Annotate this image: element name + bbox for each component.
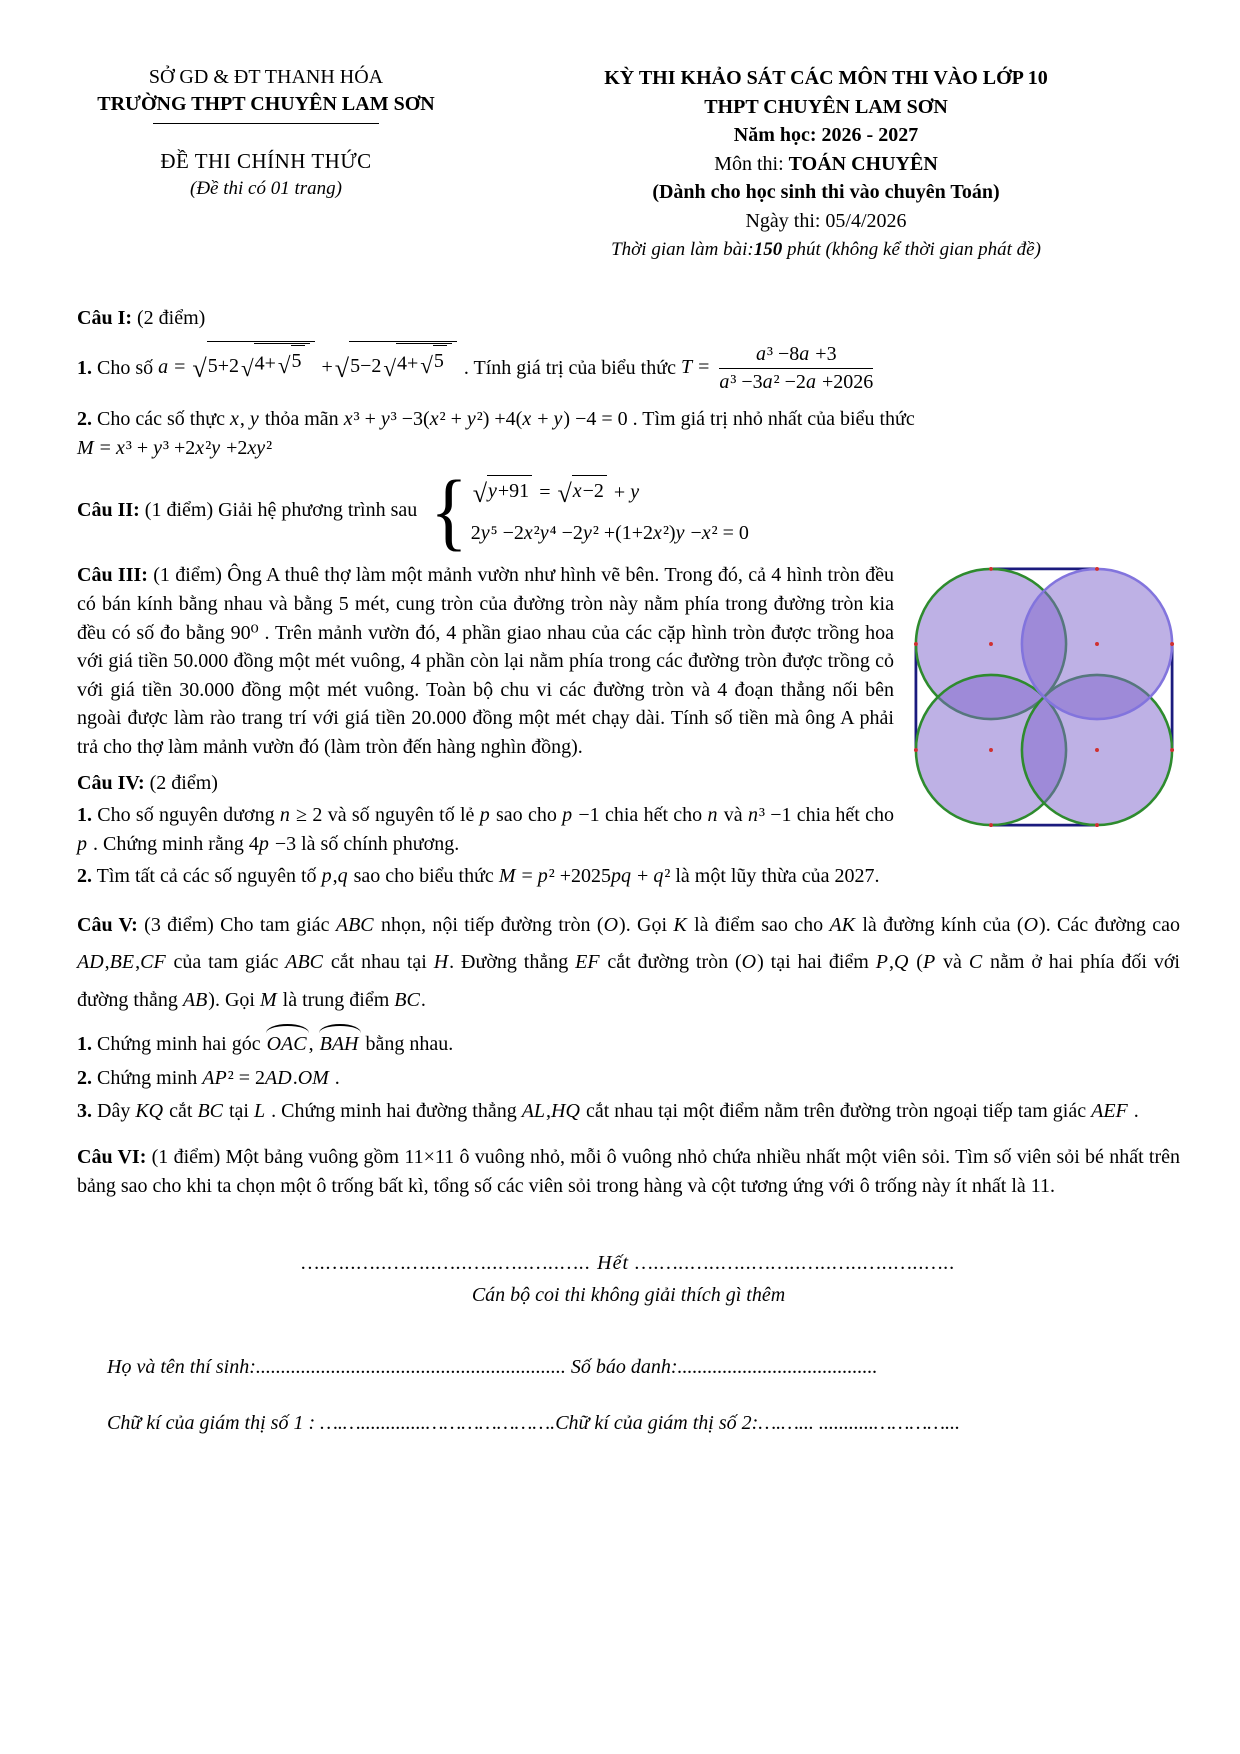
math-segment: M = x³ + y³ +2x²y +2xy² [77, 436, 273, 459]
math-segment: (O) [596, 913, 626, 936]
text-segment: . Chứng minh rằng [88, 832, 249, 855]
math-segment: p [77, 832, 87, 855]
math-segment: p [479, 804, 490, 827]
center-dot [989, 642, 993, 646]
text-segment: là điểm sao cho [687, 913, 830, 936]
text-segment: tại [224, 1099, 254, 1122]
text-segment: bằng nhau. [360, 1032, 454, 1055]
math-segment: a = √ 5+2 √ 4+ √ 5 + √ 5−2 √ 4+ √ 5 [158, 356, 459, 378]
center-dot [1095, 748, 1099, 752]
math-segment: ABC [335, 913, 374, 936]
subject-name: TOÁN CHUYÊN [788, 152, 938, 175]
header-right [474, 64, 1178, 264]
text-segment: ô vuông nhỏ, mỗi ô vuông nhỏ chứa nhiều nhất một viên sỏi. Tìm số viên sỏi bé nhất trên bảng sao cho khi ta chọn một ô trống bất kì, tổng số các viên sỏi trong hàng và cột tương ứng với ô trống này ít nhất là 11. [77, 1146, 1181, 1197]
text-segment: ). Gọi [208, 989, 260, 1012]
header-left [58, 64, 474, 264]
math-segment: n³ −1 [747, 804, 792, 827]
department-name: SỞ GD & ĐT THANH HÓA [148, 66, 384, 88]
text-segment: . Đường thẳng [449, 951, 576, 974]
problem-1-item-1 [77, 341, 1180, 396]
text-segment: Câu V: [77, 913, 138, 936]
text-segment: cắt đường tròn [600, 951, 735, 974]
text-segment: 2. [77, 408, 92, 431]
math-segment: P [922, 951, 936, 974]
equation: 2y⁵ −2x²y⁴ −2y² +(1+2x²)y −x² = 0 [470, 521, 749, 544]
text-segment: . Tìm giá trị nhỏ nhất của biểu thức [627, 408, 915, 431]
math-segment: p −1 [562, 804, 600, 827]
tangent-dot [914, 642, 918, 646]
math-segment: T = $\frac{\text{a³ −8a +3}}{\text{a³ −3a² −2a +2026}}$ [680, 343, 874, 394]
text-segment: Câu II: [77, 498, 140, 521]
text-segment: . Trên mảnh vườn đó, 4 phần giao nhau của các cặp hình tròn được trồng hoa với giá tiền 50.000 đồng một mét vuông, 4 phần còn lại nằm phía trong các đường tròn được trồng cỏ với giá tiền 30.000 đồng một mét vuông. Toàn bộ chu vi các đường tròn và 4 đoạn thẳng nối bên ngoài được làm rào trang trí với giá tiền 20.000 đồng một mét chạy dài. Tính số tiền mà ông A phải trả cho thợ làm mảnh vườn đó (làm tròn đến hàng nghìn đồng). [77, 621, 894, 758]
text-segment: nhọn, nội tiếp đường tròn [374, 913, 597, 936]
text-segment: Cho các số thực [92, 408, 231, 431]
text-segment: (1 điểm) Giải hệ phương trình sau [139, 498, 423, 521]
math-segment: AB [182, 989, 208, 1012]
text-segment: sao cho [490, 804, 563, 827]
math-segment: H [433, 951, 449, 974]
proctor2-signature-label: Chữ kí của giám thị số 2: [555, 1411, 759, 1434]
problem-4-item-2 [77, 862, 1180, 891]
text-segment: chia hết cho [599, 804, 708, 827]
text-segment: (2 điểm) [144, 772, 218, 795]
problem-2 [77, 461, 1180, 559]
text-segment: . [1128, 1099, 1139, 1122]
duration-value: 150 [753, 238, 783, 260]
page-header [0, 0, 1240, 264]
math-segment: EF [575, 951, 600, 974]
text-segment: Câu III: [77, 564, 148, 587]
math-segment: M = p² +2025pq + q² [498, 865, 671, 888]
school-name: TRƯỜNG THPT CHUYÊN LAM SƠN [97, 93, 435, 115]
text-segment: 2. [77, 865, 92, 888]
problem-5-item-1 [77, 1028, 1180, 1059]
pages-note: (Đề thi có 01 trang) [190, 178, 342, 200]
text-segment: Cho số nguyên dương [92, 804, 280, 827]
garden-figure [910, 563, 1178, 831]
math-segment: n [707, 804, 718, 827]
tangent-dot [989, 567, 993, 571]
text-segment: 1. [77, 804, 92, 827]
problem-list [77, 304, 1180, 1201]
tangent-dot [1170, 748, 1174, 752]
text-segment: là một lũy thừa của 2027. [670, 865, 880, 888]
text-segment: ( [909, 951, 923, 974]
text-segment: 2. [77, 1067, 92, 1090]
tangent-dot [1095, 823, 1099, 827]
official-exam-label: ĐỀ THI CHÍNH THỨC [160, 149, 372, 173]
text-segment: và số nguyên tố lẻ [322, 804, 480, 827]
end-line: ….…..…..……..…..…..…..…..….. Hết ….…..…..…..……..…..…..…..…..….. [301, 1251, 956, 1274]
equation: √ y+91 = √ x−2 + y [471, 475, 749, 507]
text-segment: Câu I: [77, 307, 133, 330]
problem-6 [77, 1143, 1180, 1200]
tangent-dot [914, 748, 918, 752]
proctor2-signature-dots: ….…... ...........…………... [758, 1411, 961, 1434]
math-segment: C [968, 951, 983, 974]
header-divider [153, 123, 379, 124]
duration-prefix: Thời gian làm bài: [611, 238, 754, 260]
math-segment: OAC , BAH [266, 1033, 361, 1055]
problem-5-item-3 [77, 1097, 1180, 1126]
candidate-name-label: Họ và tên thí sinh: [107, 1355, 256, 1378]
text-segment: (2 điểm) [132, 307, 206, 330]
math-segment: p,q [321, 865, 348, 888]
subject-label: Môn thi: [714, 152, 789, 175]
math-segment: AEF [1091, 1099, 1128, 1122]
text-segment: Dây [92, 1099, 136, 1122]
problem-1-title [77, 304, 1180, 333]
text-segment: chia hết cho [791, 804, 895, 827]
math-segment: K [673, 913, 687, 936]
exam-title: KỲ THI KHẢO SÁT CÁC MÔN THI VÀO LỚP 10 [604, 67, 1048, 89]
registration-label: Số báo danh: [565, 1355, 678, 1378]
math-segment: 11×11 [404, 1146, 455, 1169]
math-segment: n ≥ 2 [279, 804, 323, 827]
math-segment: (O) [1016, 913, 1046, 936]
center-dot [1095, 642, 1099, 646]
text-segment: và [718, 804, 748, 827]
text-segment: 1. [77, 356, 92, 379]
text-segment: . Tính giá trị của biểu thức [458, 356, 681, 379]
audience-note: (Dành cho học sinh thi vào chuyên Toán) [652, 181, 1000, 204]
candidate-name-dots: .............................................................. [255, 1355, 566, 1378]
text-segment: sao cho biểu thức [348, 865, 499, 888]
text-segment: (1 điểm) Một bảng vuông gồm [146, 1146, 405, 1169]
duration-line [474, 236, 1178, 265]
math-segment: AK [829, 913, 856, 936]
text-segment: của tam giác [166, 951, 286, 974]
math-segment: BC. [394, 989, 426, 1012]
text-segment: và [936, 951, 969, 974]
signature-line [107, 1409, 1180, 1437]
tangent-dot [1095, 567, 1099, 571]
text-segment: là trung điểm [277, 989, 395, 1012]
text-segment: Câu VI: [77, 1146, 147, 1169]
text-segment: Tìm tất cả các số nguyên tố [92, 865, 322, 888]
math-segment: (O) [735, 951, 764, 974]
math-segment: ABC [285, 951, 324, 974]
text-segment: 3. [77, 1099, 92, 1122]
tangent-dot [989, 823, 993, 827]
text-segment: 1. [77, 1032, 92, 1055]
text-segment: là đường kính của [856, 913, 1017, 936]
problem-5-item-2 [77, 1064, 1180, 1093]
proctor-note: Cán bộ coi thi không giải thích gì thêm [471, 1283, 786, 1306]
text-segment: Chứng minh [92, 1067, 203, 1090]
proctor1-signature-dots: ….….............…………………. [320, 1411, 556, 1434]
text-segment: cắt nhau tại [324, 951, 434, 974]
subject-line [474, 150, 1178, 179]
math-segment: x, y [230, 408, 259, 431]
text-segment: nằm ở hai phía đối với đường thẳng [77, 951, 1180, 1012]
math-segment: AP² = 2AD.OM [202, 1067, 329, 1090]
registration-dots: ........................................ [677, 1355, 878, 1378]
problem-5-intro [77, 907, 1180, 1020]
candidate-line [107, 1353, 1180, 1381]
text-segment: thỏa mãn [259, 408, 344, 431]
text-segment: Chứng minh hai góc [92, 1032, 266, 1055]
math-segment: 90⁰ [230, 621, 259, 644]
text-segment: . [329, 1067, 340, 1090]
tangent-dot [1170, 642, 1174, 646]
math-segment: BC [197, 1099, 223, 1122]
text-segment: cắt [164, 1099, 198, 1122]
center-dot [989, 748, 993, 752]
problem-1-item-2 [77, 405, 1180, 462]
text-segment: tại hai điểm [763, 951, 876, 974]
text-segment: cắt nhau tại một điểm nằm trên đường tròn ngoại tiếp tam giác [580, 1099, 1092, 1122]
text-segment: . Gọi [625, 913, 674, 936]
math-segment: 4p −3 [248, 832, 297, 855]
math-segment: AL,HQ [521, 1099, 580, 1122]
text-segment: (3 điểm) Cho tam giác [137, 913, 336, 936]
math-segment: P,Q [875, 951, 909, 974]
math-segment: L [254, 1099, 266, 1122]
school-year: Năm học: 2026 - 2027 [733, 124, 919, 147]
math-segment: KQ [135, 1099, 164, 1122]
text-segment: . Các đường cao [1045, 913, 1181, 936]
duration-suffix: phút (không kể thời gian phát đề) [782, 238, 1041, 260]
math-segment: M [259, 989, 277, 1012]
text-segment: . Chứng minh hai đường thẳng [266, 1099, 522, 1122]
text-segment: là số chính phương. [296, 832, 460, 855]
equation-system: { √ y+91 = √ x−2 + y 2y⁵ −2x²y⁴ −2y² +(1+2x²)y −x² = 0 [430, 461, 749, 559]
text-segment: Cho số [92, 356, 159, 379]
text-segment: Câu IV: [77, 772, 145, 795]
exam-school: THPT CHUYÊN LAM SƠN [704, 95, 948, 118]
proctor1-signature-label: Chữ kí của giám thị số 1 : [107, 1411, 321, 1434]
problem-3 [77, 561, 1180, 761]
problem-3-text [77, 564, 894, 758]
math-segment: x³ + y³ −3(x² + y²) +4(x + y) −4 = 0 [343, 408, 628, 431]
page-footer [77, 1247, 1180, 1437]
exam-date: Ngày thi: 05/4/2026 [745, 209, 907, 232]
text-segment: (1 điểm) Ông A thuê thợ làm một mảnh vườn như hình vẽ bên. Trong đó, cả 4 hình tròn đều có bán kính bằng nhau và bằng 5 mét, cung tròn của đường tròn này nằm phía trong đường tròn kia đều có số đo bằng [77, 564, 894, 644]
math-segment: AD,BE,CF [77, 951, 166, 974]
